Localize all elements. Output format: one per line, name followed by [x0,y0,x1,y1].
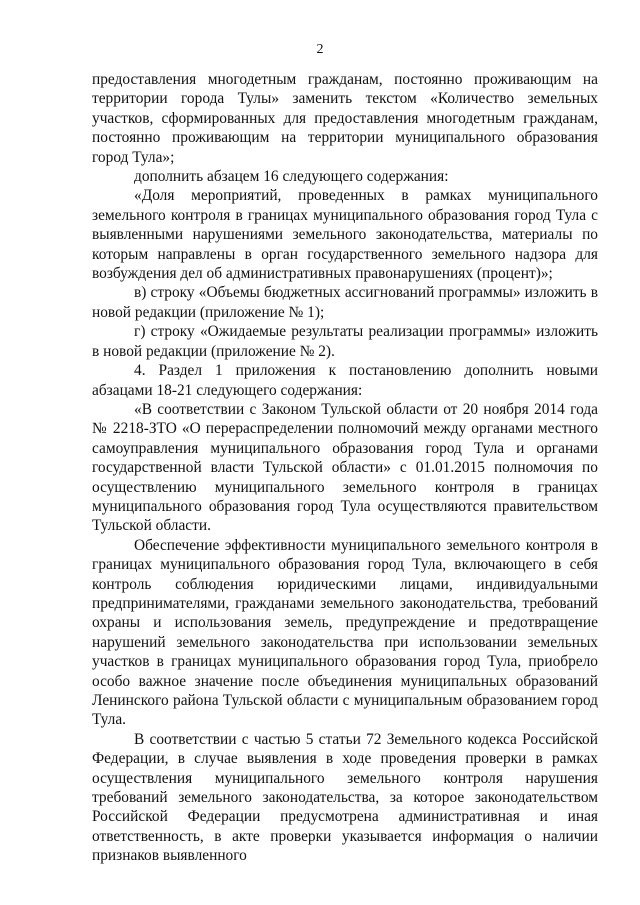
paragraph-6: 4. Раздел 1 приложения к постановлению дополнить новыми абзацами 18-21 следующего содержания: [92,362,598,399]
paragraph-4: в) строку «Объемы бюджетных ассигнований программы» изложить в новой редакции (приложение № 1); [92,284,598,321]
paragraph-7: «В соответствии с Законом Тульской области от 20 ноября 2014 года № 2218-ЗТО «О перераспределении полномочий между органами местного самоуправления муниципального образования город Тула и органами государственной власти Тульской области» с 01.01.2015 полномочия по осуществлению муниципального земельного контроля в границах муниципального образования город Тула осуществляются правительством Тульской области. [92,400,598,535]
paragraph-1: предоставления многодетным гражданам, постоянно проживающим на территории города Тулы» заменить текстом «Количество земельных участков, сформированных для предоставления многодетным гражданам, постоянно проживающим на территории муниципального образования город Тула»; [92,71,598,166]
document-body [92,70,598,866]
paragraph-9: В соответствии с частью 5 статьи 72 Земельного кодекса Российской Федерации, в случае выявления в ходе проведения проверки в рамках осуществления муниципального земельного контроля нарушения требований земельного законодательства, за которое законодательством Российской Федерации предусмотрена административная и иная ответственность, в акте проверки указывается информация о наличии признаков выявленного [92,730,598,865]
paragraph-3: «Доля мероприятий, проведенных в рамках муниципального земельного контроля в границах муниципального образования город Тула с выявленными нарушениями земельного законодательства, материалы по которым направлены в орган государственного земельного надзора для возбуждения дел об административных правонарушениях (процент)»; [92,187,598,283]
paragraph-5: г) строку «Ожидаемые результаты реализации программы» изложить в новой редакции (приложение № 2). [92,323,598,360]
paragraph-2: дополнить абзацем 16 следующего содержания: [134,168,449,186]
page-number: 2 [316,42,324,57]
paragraph-8: Обеспечение эффективности муниципального земельного контроля в границах муниципального образования город Тула, включающего в себя контроль соблюдения юридическими лицами, индивидуальными предпринимателями, гражданами земельного законодательства, требований охраны и использования земель, предупреждение и предотвращение нарушений земельного законодательства при использовании земельных участков в границах муниципального образования город Тула, приобрело особо важное значение после объединения муниципальных образований Ленинского района Тульской области с муниципальным образованием город Тула. [92,536,598,729]
